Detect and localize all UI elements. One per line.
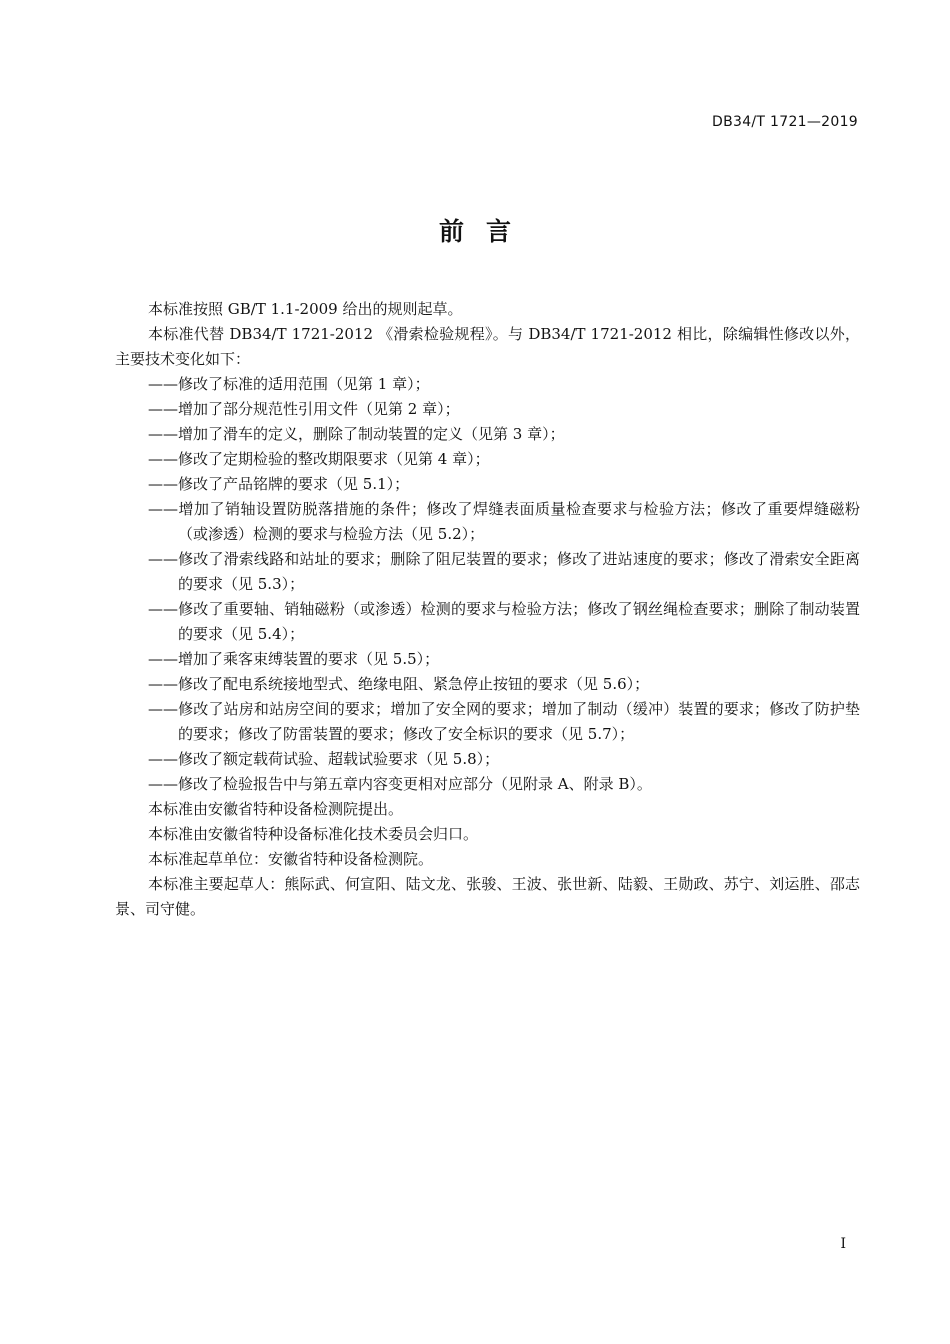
change-item: ——修改了重要轴、销轴磁粉（或渗透）检测的要求与检验方法；修改了钢丝绳检查要求；删除了制动装置的要求（见 5.4）； [148,600,860,643]
page-title: 前言 [438,217,533,246]
change-item: ——增加了部分规范性引用文件（见第 2 章）； [148,400,460,418]
change-item: ——增加了滑车的定义，删除了制动装置的定义（见第 3 章）； [148,425,565,443]
intro-paragraph: 本标准按照 GB/T 1.1-2009 给出的规则起草。 [148,300,463,318]
change-item: ——修改了检验报告中与第五章内容变更相对应部分（见附录 A、附录 B）。 [148,775,652,793]
intro-paragraph: 本标准代替 DB34/T 1721-2012 《滑索检验规程》。与 DB34/T 1721-2012 相比，除编辑性修改以外，主要技术变化如下： [115,325,860,368]
closing-paragraph: 本标准起草单位：安徽省特种设备检测院。 [148,850,434,868]
change-item: ——修改了滑索线路和站址的要求；删除了阻尼装置的要求；修改了进站速度的要求；修改了滑索安全距离的要求（见 5.3）； [148,550,860,593]
foreword-body [115,297,860,922]
change-item: ——增加了销轴设置防脱落措施的条件；修改了焊缝表面质量检查要求与检验方法；修改了重要焊缝磁粉（或渗透）检测的要求与检验方法（见 5.2）； [148,500,860,543]
change-item: ——增加了乘客束缚装置的要求（见 5.5）； [148,650,440,668]
change-item: ——修改了定期检验的整改期限要求（见第 4 章）； [148,450,490,468]
change-item: ——修改了额定载荷试验、超载试验要求（见 5.8）； [148,750,500,768]
closing-paragraph: 本标准由安徽省特种设备标准化技术委员会归口。 [148,825,479,843]
change-item: ——修改了产品铭牌的要求（见 5.1）； [148,475,410,493]
closing-paragraph: 本标准由安徽省特种设备检测院提出。 [148,800,404,818]
change-item: ——修改了配电系统接地型式、绝缘电阻、紧急停止按钮的要求（见 5.6）； [148,675,650,693]
page-number: I [840,1236,846,1252]
change-item: ——修改了标准的适用范围（见第 1 章）； [148,375,430,393]
change-item: ——修改了站房和站房空间的要求；增加了安全网的要求；增加了制动（缓冲）装置的要求；修改了防护垫的要求；修改了防雷装置的要求；修改了安全标识的要求（见 5.7）； [148,700,860,743]
standard-code: DB34/T 1721—2019 [712,114,858,130]
closing-paragraph: 本标准主要起草人：熊际武、何宣阳、陆文龙、张骏、王波、张世新、陆毅、王勋政、苏宁、刘运胜、邵志景、司守健。 [115,875,860,918]
